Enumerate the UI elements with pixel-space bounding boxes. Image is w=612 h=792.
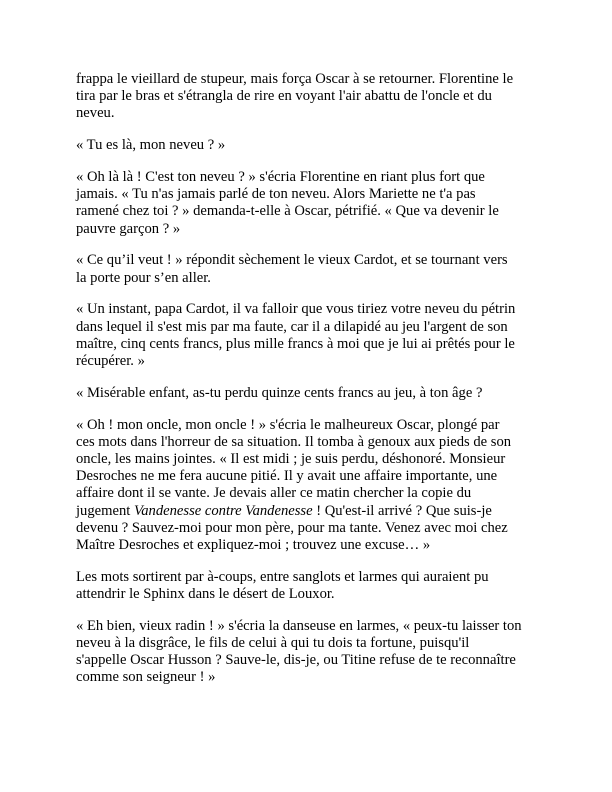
paragraph — [76, 417, 546, 555]
paragraph — [76, 252, 546, 286]
body-text — [76, 71, 546, 701]
text-line: s'appelle Oscar Husson ? Sauve-le, dis-je, ou Titine refuse de te reconnaître — [76, 652, 516, 669]
paragraph — [76, 385, 546, 402]
text-line: la porte pour s’en aller. — [76, 269, 211, 286]
text-line: oncle, les mains jointes. « Il est midi ; je suis perdu, déshonoré. Monsieur — [76, 451, 506, 468]
text-line: attendrir le Sphinx dans le désert de Louxor. — [76, 586, 335, 603]
text-line: tira par le bras et s'étrangla de rire en voyant l'air abattu de l'oncle et du — [76, 88, 492, 105]
paragraph — [76, 301, 546, 370]
text-line: ramené chez toi ? » demanda-t-elle à Oscar, pétrifié. « Que va devenir le — [76, 203, 499, 220]
text-line: affaire dont il se vante. Je devais aller ce matin chercher la copie du — [76, 485, 472, 502]
text-line: « Un instant, papa Cardot, il va falloir que vous tiriez votre neveu du pétrin — [76, 301, 516, 318]
text-line: « Oh ! mon oncle, mon oncle ! » s'écria le malheureux Oscar, plongé par — [76, 416, 500, 433]
text-line: « Eh bien, vieux radin ! » s'écria la danseuse en larmes, « peux-tu laisser ton — [76, 617, 522, 634]
text-line: « Misérable enfant, as-tu perdu quinze cents francs au jeu, à ton âge ? — [76, 384, 483, 401]
text-line: jamais. « Tu n'as jamais parlé de ton neveu. Alors Mariette ne t'a pas — [76, 186, 476, 203]
text-line: ces mots dans l'horreur de sa situation. Il tomba à genoux aux pieds de son — [76, 433, 512, 450]
text-line — [76, 503, 492, 519]
text-line: dans lequel il s'est mis par ma faute, car il a dilapidé au jeu l'argent de son — [76, 318, 508, 335]
text-line: neveu. — [76, 105, 115, 122]
text-line: récupérer. » — [76, 353, 145, 370]
paragraph — [76, 137, 546, 154]
text-fragment: ! Qu'est-il arrivé ? Que suis-je — [312, 502, 492, 519]
text-line: Maître Desroches et expliquez-moi ; trouvez une excuse… » — [76, 537, 431, 554]
text-line: pauvre garçon ? » — [76, 220, 181, 237]
italic-case-title: Vandenesse contre Vandenesse — [133, 502, 313, 519]
text-line: devenu ? Sauvez-moi pour mon père, pour ma tante. Venez avec moi chez — [76, 519, 508, 536]
text-line: « Oh là là ! C'est ton neveu ? » s'écria Florentine en riant plus fort que — [76, 169, 485, 185]
text-line: frappa le vieillard de stupeur, mais força Oscar à se retourner. Florentine le — [76, 71, 514, 87]
text-fragment: jugement — [76, 502, 134, 519]
text-line: « Tu es là, mon neveu ? » — [76, 137, 226, 154]
paragraph — [76, 169, 546, 238]
paragraph — [76, 618, 546, 687]
paragraph — [76, 569, 546, 603]
text-line: « Ce qu’il veut ! » répondit sèchement le vieux Cardot, et se tournant vers — [76, 252, 508, 269]
text-line: neveu à la disgrâce, le fils de celui à qui tu dois ta fortune, puisqu'il — [76, 635, 470, 652]
paragraph — [76, 71, 546, 123]
text-line: maître, cinq cents francs, plus mille francs à moi que je lui ai prêtés pour le — [76, 335, 515, 352]
text-line: Les mots sortirent par à-coups, entre sanglots et larmes qui auraient pu — [76, 568, 489, 585]
text-line: Desroches ne me fera aucune pitié. Il y avait une affaire importante, une — [76, 468, 498, 485]
text-line: comme son seigneur ! » — [76, 669, 216, 686]
